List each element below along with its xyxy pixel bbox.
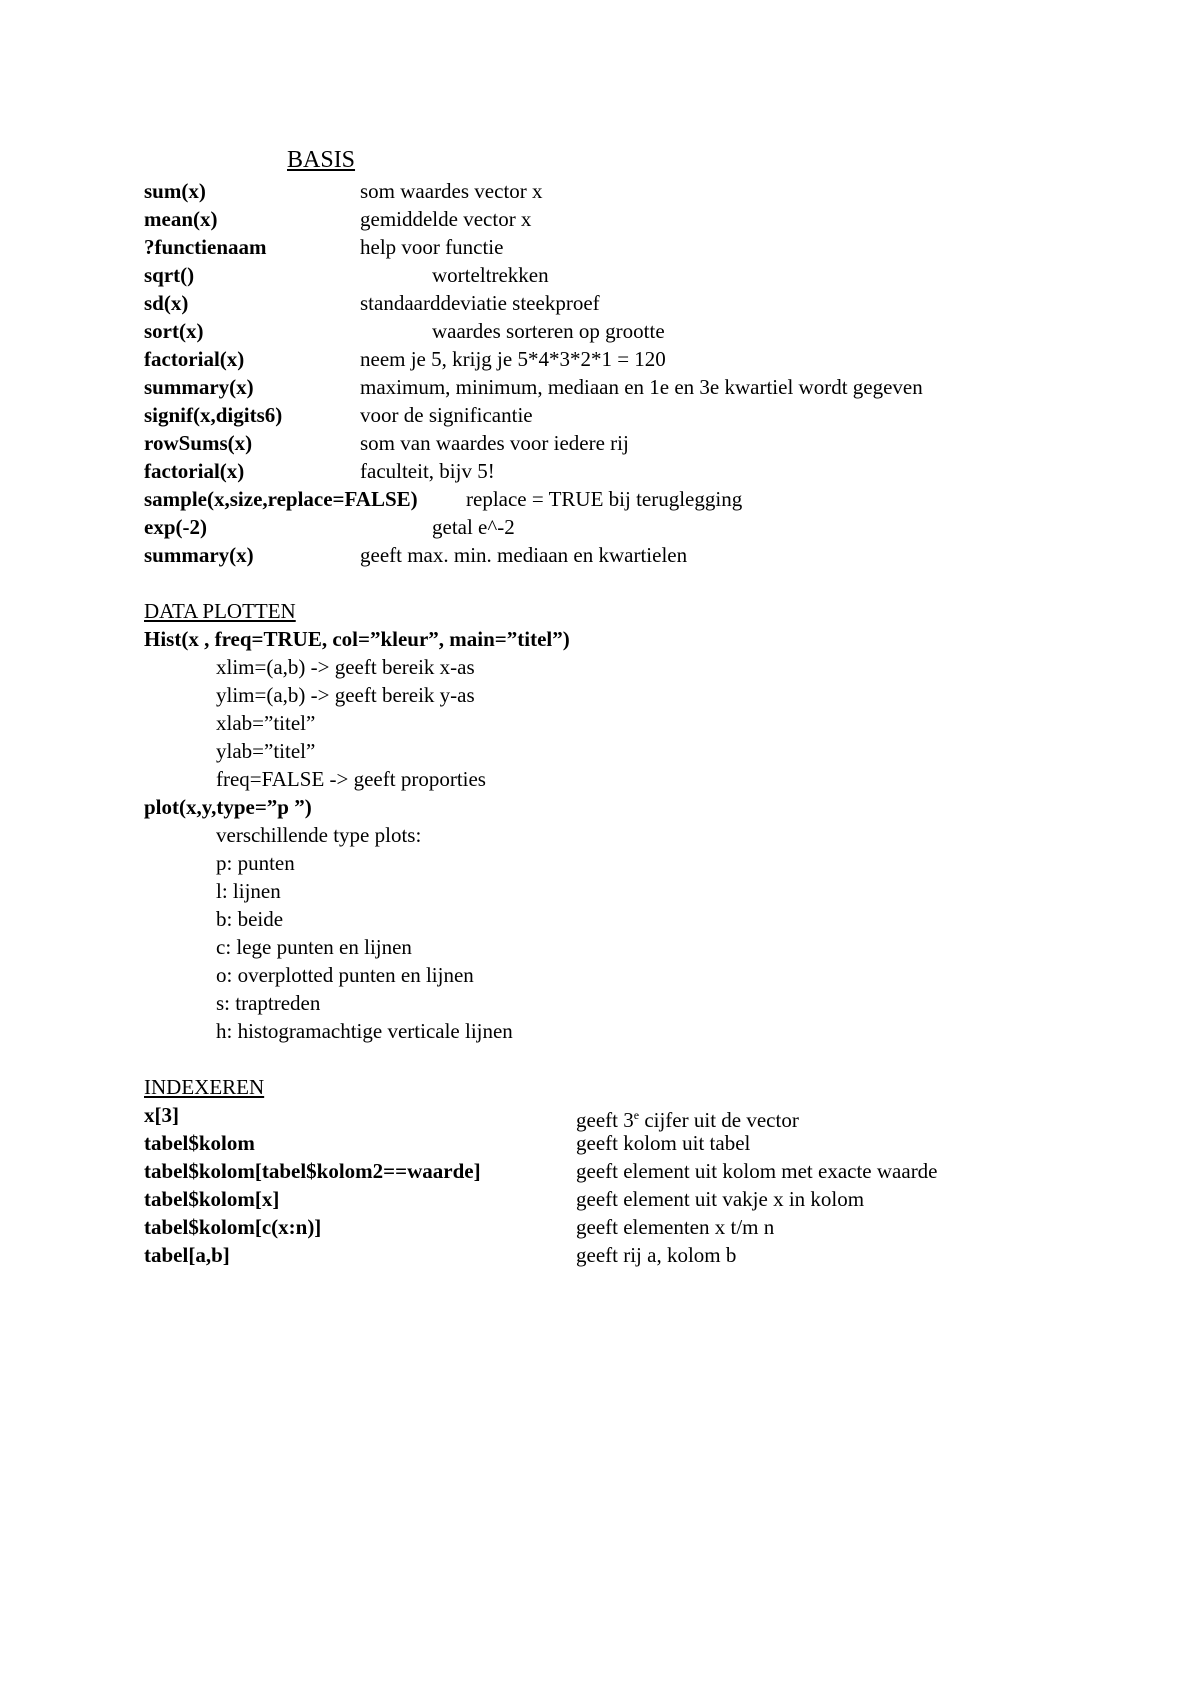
index-desc: geeft elementen x t/m n [576, 1215, 775, 1239]
plot-arg: s: traptreden [216, 991, 321, 1015]
basis-desc: geeft max. min. mediaan en kwartielen [360, 543, 688, 567]
basis-desc: maximum, minimum, mediaan en 1e en 3e kwartiel wordt gegeven [360, 375, 923, 399]
plot-arg: b: beide [216, 907, 284, 931]
index-cmd: tabel$kolom [144, 1131, 255, 1155]
basis-cmd: mean(x) [144, 207, 218, 231]
index-desc: geeft element uit vakje x in kolom [576, 1187, 865, 1211]
basis-desc: help voor functie [360, 235, 504, 259]
basis-desc: neem je 5, krijg je 5*4*3*2*1 = 120 [360, 347, 666, 371]
plot-arg: c: lege punten en lijnen [216, 935, 412, 959]
hist-arg: ylab=”titel” [216, 739, 316, 763]
hist-command: Hist(x , freq=TRUE, col=”kleur”, main=”titel”) [144, 627, 570, 651]
hist-arg: freq=FALSE -> geeft proporties [216, 767, 486, 791]
basis-desc: som waardes vector x [360, 179, 543, 203]
basis-desc: faculteit, bijv 5! [360, 459, 495, 483]
basis-desc: som van waardes voor iedere rij [360, 431, 629, 455]
basis-cmd: sample(x,size,replace=FALSE) [144, 487, 418, 511]
basis-cmd: exp(-2) [144, 515, 207, 539]
plot-arg: o: overplotted punten en lijnen [216, 963, 474, 987]
index-desc: geeft element uit kolom met exacte waarde [576, 1159, 938, 1183]
index-desc-text: cijfer uit de vector [639, 1108, 799, 1132]
index-cmd: tabel$kolom[c(x:n)] [144, 1215, 322, 1239]
index-cmd: tabel[a,b] [144, 1243, 230, 1267]
superscript-e: e [633, 1108, 640, 1122]
index-desc [576, 1102, 799, 1133]
basis-title: BASIS [287, 147, 356, 173]
basis-desc: waardes sorteren op grootte [432, 319, 665, 343]
basis-cmd: sd(x) [144, 291, 189, 315]
index-cmd: tabel$kolom[tabel$kolom2==waarde] [144, 1159, 481, 1183]
basis-desc: getal e^-2 [432, 515, 515, 539]
plotten-title: DATA PLOTTEN [144, 599, 296, 623]
basis-cmd: rowSums(x) [144, 431, 253, 455]
plot-arg: verschillende type plots: [216, 823, 422, 847]
plot-arg: h: histogramachtige verticale lijnen [216, 1019, 513, 1043]
basis-cmd: sqrt() [144, 263, 195, 287]
basis-desc: replace = TRUE bij teruglegging [466, 487, 743, 511]
basis-desc: standaarddeviatie steekproef [360, 291, 600, 315]
plot-command: plot(x,y,type=”p ”) [144, 795, 312, 819]
index-cmd: tabel$kolom[x] [144, 1187, 280, 1211]
basis-desc: worteltrekken [432, 263, 549, 287]
basis-cmd: summary(x) [144, 375, 254, 399]
basis-cmd: signif(x,digits6) [144, 403, 283, 427]
hist-arg: xlim=(a,b) -> geeft bereik x-as [216, 655, 475, 679]
basis-cmd: summary(x) [144, 543, 254, 567]
basis-cmd: ?functienaam [144, 235, 267, 259]
plot-arg: l: lijnen [216, 879, 281, 903]
index-cmd: x[3] [144, 1103, 179, 1127]
basis-cmd: factorial(x) [144, 347, 245, 371]
basis-cmd: factorial(x) [144, 459, 245, 483]
indexeren-title: INDEXEREN [144, 1075, 265, 1099]
index-desc: geeft kolom uit tabel [576, 1131, 751, 1155]
index-desc-text: geeft 3 [576, 1108, 634, 1132]
hist-arg: xlab=”titel” [216, 711, 316, 735]
basis-desc: voor de significantie [360, 403, 533, 427]
plot-arg: p: punten [216, 851, 295, 875]
hist-arg: ylim=(a,b) -> geeft bereik y-as [216, 683, 475, 707]
basis-desc: gemiddelde vector x [360, 207, 532, 231]
basis-cmd: sort(x) [144, 319, 204, 343]
basis-cmd: sum(x) [144, 179, 206, 203]
index-desc: geeft rij a, kolom b [576, 1243, 737, 1267]
